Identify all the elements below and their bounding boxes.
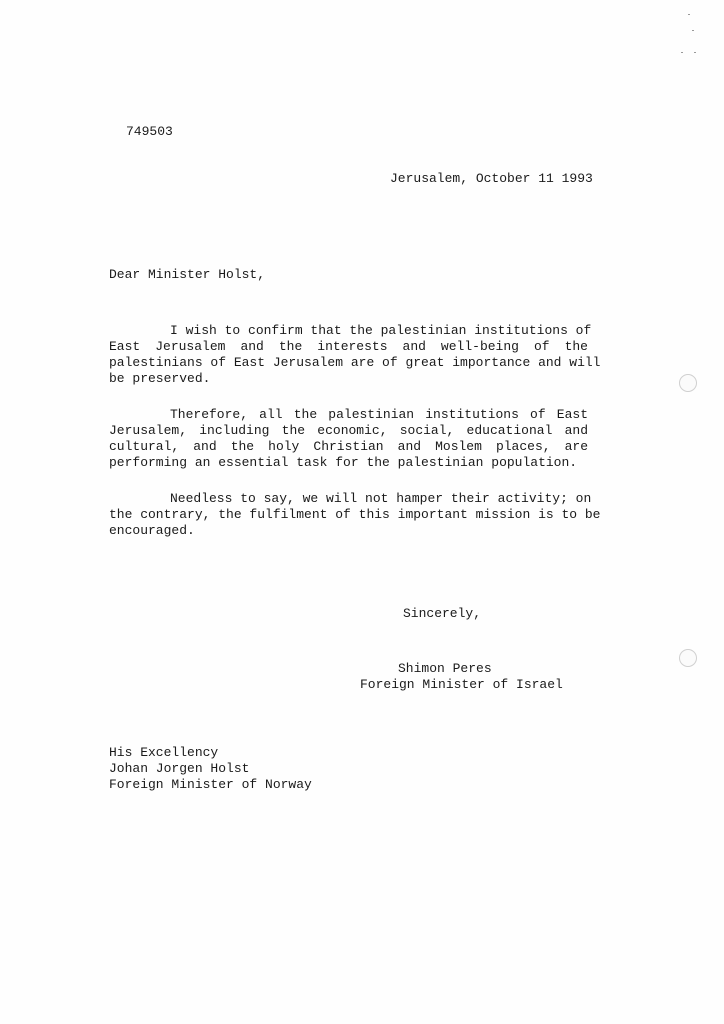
scan-speck bbox=[692, 30, 694, 31]
punch-hole-mark bbox=[679, 649, 697, 667]
scan-speck bbox=[681, 52, 683, 53]
addressee-name: Johan Jorgen Holst bbox=[109, 761, 250, 776]
addressee-block bbox=[109, 745, 312, 793]
signatory-title: Foreign Minister of Israel bbox=[360, 677, 563, 692]
paragraph-line: Needless to say, we will not hamper their activity; on bbox=[170, 491, 592, 506]
punch-hole-mark bbox=[679, 374, 697, 392]
paragraph-line: East Jerusalem and the interests and well-being of the bbox=[109, 339, 588, 354]
dateline: Jerusalem, October 11 1993 bbox=[390, 171, 593, 186]
paragraph-line: the contrary, the fulfilment of this important mission is to be bbox=[109, 507, 601, 522]
signatory-name: Shimon Peres bbox=[398, 661, 492, 676]
paragraph-line: Therefore, all the palestinian institutions of East bbox=[170, 407, 588, 422]
reference-number: 749503 bbox=[126, 124, 173, 139]
addressee-title: Foreign Minister of Norway bbox=[109, 777, 312, 792]
paragraph-line: Jerusalem, including the economic, social, educational and bbox=[109, 423, 588, 438]
paragraph-line: encouraged. bbox=[109, 523, 195, 538]
addressee-honorific: His Excellency bbox=[109, 745, 219, 760]
paragraph-3 bbox=[109, 491, 601, 539]
paragraph-line: I wish to confirm that the palestinian institutions of bbox=[170, 323, 592, 338]
paragraph-line: palestinians of East Jerusalem are of great importance and will bbox=[109, 355, 601, 370]
closing: Sincerely, bbox=[403, 606, 482, 621]
scan-speck bbox=[694, 52, 696, 53]
paragraph-1 bbox=[109, 323, 601, 387]
paragraph-2 bbox=[109, 407, 588, 471]
salutation: Dear Minister Holst, bbox=[109, 267, 266, 282]
scan-speck bbox=[688, 14, 690, 15]
paragraph-line: performing an essential task for the palestinian population. bbox=[109, 455, 578, 470]
paragraph-line: cultural, and the holy Christian and Moslem places, are bbox=[109, 439, 588, 454]
paragraph-line: be preserved. bbox=[109, 371, 211, 386]
